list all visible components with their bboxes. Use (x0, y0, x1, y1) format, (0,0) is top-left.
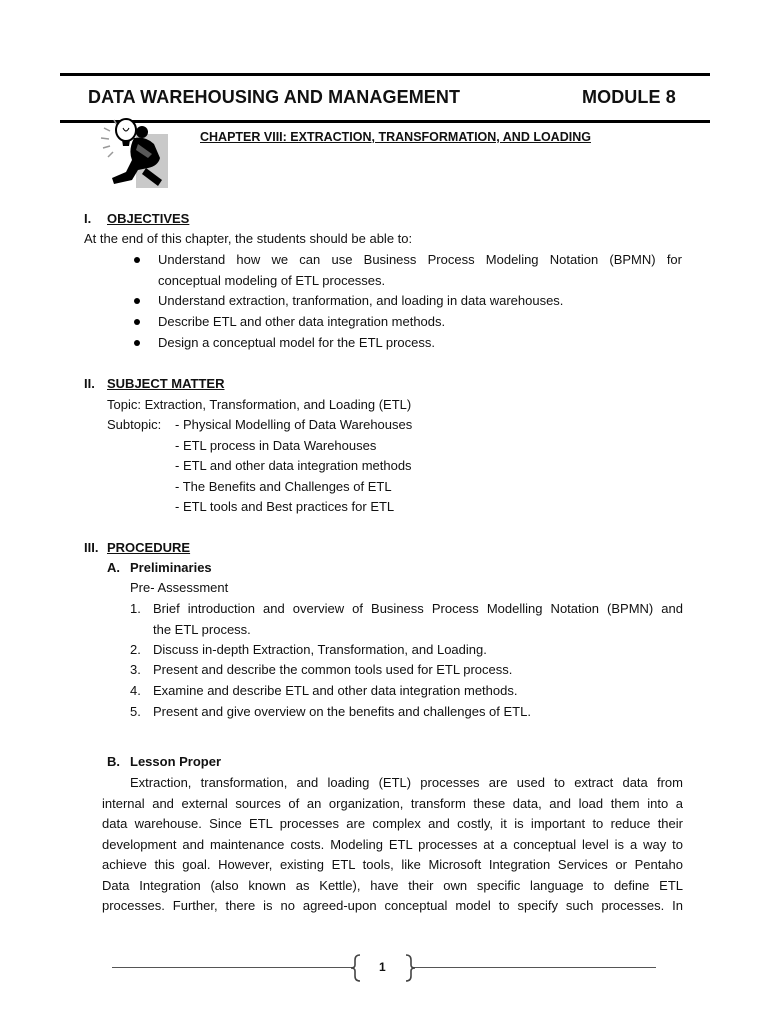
subject-matter-heading: SUBJECT MATTER (107, 376, 225, 391)
lesson-proper-title: Lesson Proper (130, 754, 222, 769)
page-number-bracket-left (350, 954, 362, 982)
step-number: 3. (130, 662, 141, 677)
page-number: 1 (379, 960, 386, 974)
paragraph-line: internal and external sources of an organization, transform these data, and load them into a (102, 796, 683, 811)
subject-matter-number: II. (84, 376, 95, 391)
header-top-rule (60, 73, 710, 76)
objectives-number: I. (84, 211, 92, 226)
subtopic-item: - The Benefits and Challenges of ETL (175, 479, 392, 494)
step-number: 5. (130, 704, 141, 719)
topic-line: Topic: Extraction, Transformation, and Loading (ETL) (107, 397, 412, 412)
course-title: DATA WAREHOUSING AND MANAGEMENT (88, 87, 461, 107)
footer-rule-right (414, 967, 656, 968)
step-number: 1. (130, 601, 141, 616)
step-text: Brief introduction and overview of Business Process Modelling Notation (BPMN) and (153, 601, 683, 616)
paragraph-line: processes. Further, there is no agreed-upon conceptual model to specify such processes. In (102, 898, 683, 913)
step-number: 2. (130, 642, 141, 657)
subtopic-item: - Physical Modelling of Data Warehouses (175, 417, 413, 432)
step-text: Present and give overview on the benefits and challenges of ETL. (153, 704, 531, 719)
subtopic-item: - ETL tools and Best practices for ETL (175, 499, 395, 514)
module-label: MODULE 8 (582, 87, 676, 107)
footer-rule-left (112, 967, 352, 968)
pre-assessment-label: Pre- Assessment (130, 580, 229, 595)
page-number-bracket-right (404, 954, 416, 982)
procedure-number: III. (84, 540, 99, 555)
objective-item: Understand how we can use Business Process Modeling Notation (BPMN) for (158, 252, 682, 267)
objective-item: Understand extraction, tranformation, and loading in data warehouses. (158, 293, 564, 308)
objectives-heading: OBJECTIVES (107, 211, 190, 226)
step-number: 4. (130, 683, 141, 698)
objective-item-continuation: conceptual modeling of ETL processes. (158, 273, 386, 288)
bullet-icon (134, 298, 140, 304)
preliminaries-title: Preliminaries (130, 560, 212, 575)
step-text: Present and describe the common tools used for ETL process. (153, 662, 513, 677)
objectives-intro: At the end of this chapter, the students should be able to: (84, 231, 413, 246)
bullet-icon (134, 340, 140, 346)
step-text: Examine and describe ETL and other data integration methods. (153, 683, 518, 698)
bullet-icon (134, 319, 140, 325)
step-text: Discuss in-depth Extraction, Transformation, and Loading. (153, 642, 487, 657)
objective-item: Design a conceptual model for the ETL process. (158, 335, 435, 350)
subtopic-label: Subtopic: (107, 417, 162, 432)
preliminaries-letter: A. (107, 560, 120, 575)
paragraph-line: data warehouse. Since ETL processes are complex and costly, it is important to reduce their (102, 816, 683, 831)
procedure-heading: PROCEDURE (107, 540, 191, 555)
subtopic-item: - ETL process in Data Warehouses (175, 438, 377, 453)
chapter-title: CHAPTER VIII: EXTRACTION, TRANSFORMATION, AND LOADING (200, 130, 591, 144)
objective-item: Describe ETL and other data integration methods. (158, 314, 446, 329)
paragraph-line: achieve this goal. However, existing ETL tools, like Microsoft Integration Services or Pentaho (102, 857, 683, 872)
paragraph-line: Data Integration (also known as Kettle), have their own specific language to define ETL (102, 878, 683, 893)
lesson-proper-letter: B. (107, 754, 120, 769)
lightbulb-thinker-icon (98, 114, 172, 190)
bullet-icon (134, 257, 140, 263)
subtopic-item: - ETL and other data integration methods (175, 458, 412, 473)
paragraph-line: development and maintenance costs. Modeling ETL processes at a conceptual level is a way to (102, 837, 683, 852)
paragraph-line: Extraction, transformation, and loading (ETL) processes are used to extract data from (130, 775, 683, 790)
step-text-continuation: the ETL process. (153, 622, 251, 637)
